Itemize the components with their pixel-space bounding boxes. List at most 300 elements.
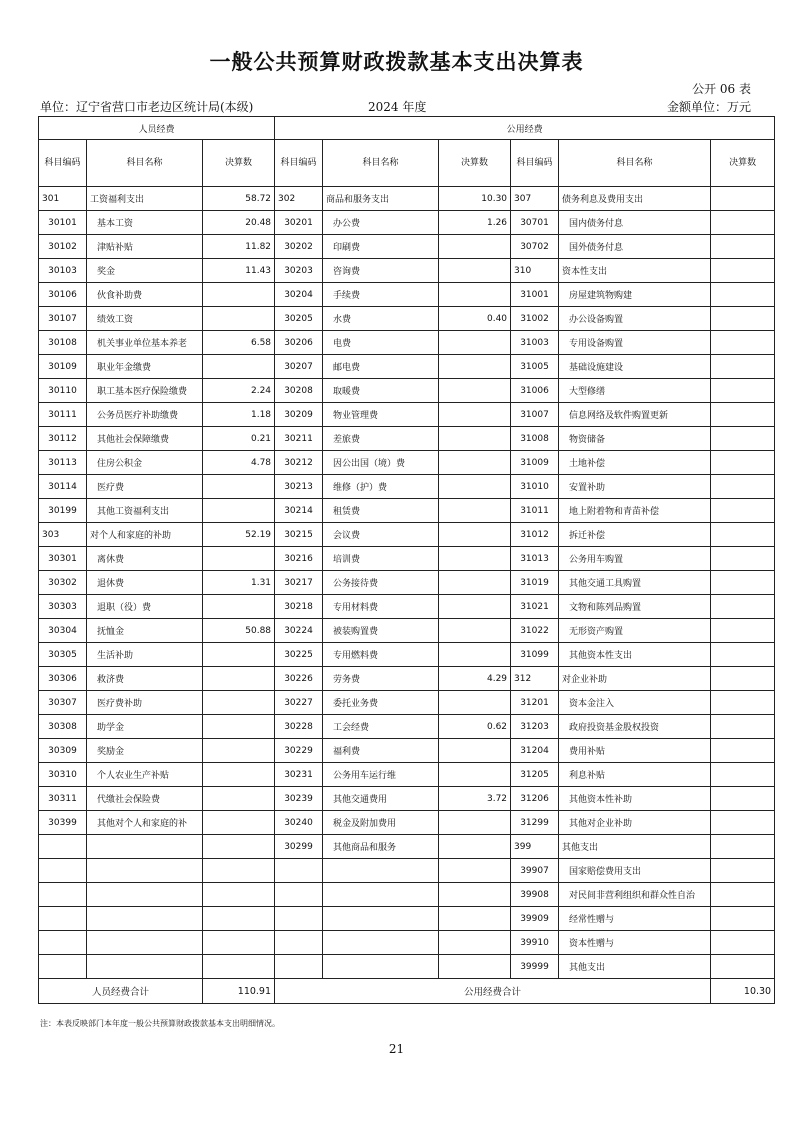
expenditure-table — [38, 116, 775, 1004]
cell-name: 公务员医疗补助缴费 — [87, 403, 203, 427]
cell-amount — [711, 859, 775, 883]
cell-name: 土地补偿 — [559, 451, 711, 475]
table-row — [39, 211, 775, 235]
cell-name: 救济费 — [87, 667, 203, 691]
personnel-total-label: 人员经费合计 — [39, 979, 203, 1004]
cell-name: 税金及附加费用 — [323, 811, 439, 835]
table-row — [39, 595, 775, 619]
cell-name: 租赁费 — [323, 499, 439, 523]
cell-amount — [203, 595, 275, 619]
cell-code: 31299 — [511, 811, 559, 835]
cell-code: 31204 — [511, 739, 559, 763]
cell-code: 30224 — [275, 619, 323, 643]
cell-amount — [711, 763, 775, 787]
personnel-total-value: 110.91 — [203, 979, 275, 1004]
cell-amount — [203, 883, 275, 907]
cell-name — [323, 883, 439, 907]
page-number: 21 — [388, 1042, 405, 1056]
cell-code — [39, 931, 87, 955]
cell-name: 伙食补助费 — [87, 283, 203, 307]
cell-name: 资本性支出 — [559, 259, 711, 283]
cell-code: 307 — [511, 187, 559, 211]
cell-code: 31002 — [511, 307, 559, 331]
cell-name: 被装购置费 — [323, 619, 439, 643]
cell-code: 30110 — [39, 379, 87, 403]
table-row — [39, 955, 775, 979]
cell-code: 30701 — [511, 211, 559, 235]
cell-code: 30106 — [39, 283, 87, 307]
cell-name — [323, 907, 439, 931]
cell-code: 31007 — [511, 403, 559, 427]
cell-code — [39, 859, 87, 883]
cell-amount — [439, 235, 511, 259]
cell-amount — [439, 475, 511, 499]
cell-code — [275, 883, 323, 907]
cell-name: 住房公积金 — [87, 451, 203, 475]
cell-name: 对民间非营利组织和群众性自治 — [559, 883, 711, 907]
cell-name: 专用材料费 — [323, 595, 439, 619]
cell-name: 地上附着物和青苗补偿 — [559, 499, 711, 523]
cell-code: 30107 — [39, 307, 87, 331]
table-row — [39, 883, 775, 907]
table-row — [39, 667, 775, 691]
cell-name: 对个人和家庭的补助 — [87, 523, 203, 547]
cell-amount — [203, 547, 275, 571]
cell-code: 31011 — [511, 499, 559, 523]
cell-code: 30111 — [39, 403, 87, 427]
table-row — [39, 691, 775, 715]
col-header-code: 科目编码 — [511, 140, 559, 187]
cell-amount — [439, 595, 511, 619]
table-row — [39, 499, 775, 523]
cell-amount — [711, 211, 775, 235]
cell-name: 会议费 — [323, 523, 439, 547]
cell-code: 31022 — [511, 619, 559, 643]
cell-amount — [439, 643, 511, 667]
cell-name: 福利费 — [323, 739, 439, 763]
cell-name: 职业年金缴费 — [87, 355, 203, 379]
totals-row — [39, 979, 775, 1004]
cell-amount — [203, 475, 275, 499]
section-public: 公用经费 — [275, 117, 775, 140]
cell-code: 39999 — [511, 955, 559, 979]
cell-name: 个人农业生产补贴 — [87, 763, 203, 787]
table-row — [39, 907, 775, 931]
table-row — [39, 523, 775, 547]
cell-amount — [439, 571, 511, 595]
cell-name: 手续费 — [323, 283, 439, 307]
cell-amount — [711, 667, 775, 691]
col-header-name: 科目名称 — [323, 140, 439, 187]
cell-amount — [439, 883, 511, 907]
table-row — [39, 619, 775, 643]
table-row — [39, 235, 775, 259]
col-header-name: 科目名称 — [87, 140, 203, 187]
cell-code — [39, 907, 87, 931]
table-row — [39, 643, 775, 667]
cell-amount — [711, 643, 775, 667]
cell-code — [275, 859, 323, 883]
cell-name: 其他资本性支出 — [559, 643, 711, 667]
cell-name: 其他工资福利支出 — [87, 499, 203, 523]
cell-name: 奖金 — [87, 259, 203, 283]
cell-amount — [203, 931, 275, 955]
cell-amount: 1.26 — [439, 211, 511, 235]
cell-name: 奖励金 — [87, 739, 203, 763]
table-row — [39, 307, 775, 331]
cell-name: 安置补助 — [559, 475, 711, 499]
cell-code — [39, 883, 87, 907]
cell-code: 301 — [39, 187, 87, 211]
cell-name: 培训费 — [323, 547, 439, 571]
cell-amount — [711, 691, 775, 715]
cell-code: 399 — [511, 835, 559, 859]
cell-name: 差旅费 — [323, 427, 439, 451]
cell-code: 30310 — [39, 763, 87, 787]
cell-name: 办公设备购置 — [559, 307, 711, 331]
cell-amount — [711, 331, 775, 355]
cell-code: 30103 — [39, 259, 87, 283]
cell-name: 房屋建筑物购建 — [559, 283, 711, 307]
cell-code: 30101 — [39, 211, 87, 235]
cell-name: 其他资本性补助 — [559, 787, 711, 811]
cell-amount — [439, 427, 511, 451]
cell-name: 大型修缮 — [559, 379, 711, 403]
table-row — [39, 355, 775, 379]
cell-amount — [439, 403, 511, 427]
cell-code: 31010 — [511, 475, 559, 499]
cell-amount — [711, 259, 775, 283]
col-header-amount: 决算数 — [439, 140, 511, 187]
cell-amount — [203, 643, 275, 667]
cell-name: 物资储备 — [559, 427, 711, 451]
table-row — [39, 403, 775, 427]
cell-amount — [711, 379, 775, 403]
cell-amount — [711, 307, 775, 331]
cell-amount — [203, 283, 275, 307]
cell-name: 水费 — [323, 307, 439, 331]
cell-code: 312 — [511, 667, 559, 691]
cell-amount — [711, 619, 775, 643]
cell-amount — [711, 499, 775, 523]
cell-code: 30304 — [39, 619, 87, 643]
table-row — [39, 715, 775, 739]
cell-code: 30307 — [39, 691, 87, 715]
cell-name: 商品和服务支出 — [323, 187, 439, 211]
cell-amount — [711, 355, 775, 379]
table-row — [39, 739, 775, 763]
cell-code: 30203 — [275, 259, 323, 283]
cell-code: 31008 — [511, 427, 559, 451]
cell-amount — [711, 931, 775, 955]
cell-amount — [203, 667, 275, 691]
cell-name: 印刷费 — [323, 235, 439, 259]
cell-code: 39908 — [511, 883, 559, 907]
cell-name: 公务接待费 — [323, 571, 439, 595]
cell-name: 政府投资基金股权投资 — [559, 715, 711, 739]
table-row — [39, 571, 775, 595]
cell-amount — [711, 403, 775, 427]
cell-code: 39907 — [511, 859, 559, 883]
cell-amount — [711, 787, 775, 811]
cell-code: 30215 — [275, 523, 323, 547]
cell-amount — [203, 835, 275, 859]
cell-name: 因公出国（境）费 — [323, 451, 439, 475]
cell-amount — [439, 283, 511, 307]
cell-amount — [203, 955, 275, 979]
cell-code: 30702 — [511, 235, 559, 259]
cell-amount — [439, 331, 511, 355]
cell-amount — [439, 931, 511, 955]
table-row — [39, 811, 775, 835]
cell-amount — [439, 451, 511, 475]
cell-name: 公务用车运行维 — [323, 763, 439, 787]
cell-name: 国内债务付息 — [559, 211, 711, 235]
cell-code: 302 — [275, 187, 323, 211]
cell-amount: 52.19 — [203, 523, 275, 547]
cell-amount — [203, 787, 275, 811]
cell-amount: 0.62 — [439, 715, 511, 739]
cell-amount: 6.58 — [203, 331, 275, 355]
cell-name: 利息补贴 — [559, 763, 711, 787]
col-header-name: 科目名称 — [559, 140, 711, 187]
cell-name — [87, 883, 203, 907]
cell-amount — [203, 691, 275, 715]
cell-name: 资本性赠与 — [559, 931, 711, 955]
cell-name: 机关事业单位基本养老 — [87, 331, 203, 355]
cell-code: 30218 — [275, 595, 323, 619]
cell-amount — [711, 523, 775, 547]
cell-code: 303 — [39, 523, 87, 547]
cell-name: 助学金 — [87, 715, 203, 739]
cell-name — [323, 859, 439, 883]
cell-code: 31203 — [511, 715, 559, 739]
cell-name: 退休费 — [87, 571, 203, 595]
cell-code: 30302 — [39, 571, 87, 595]
public-total-value: 10.30 — [711, 979, 775, 1004]
cell-name: 拆迁补偿 — [559, 523, 711, 547]
cell-code: 31003 — [511, 331, 559, 355]
cell-code: 30228 — [275, 715, 323, 739]
cell-amount — [711, 955, 775, 979]
cell-amount — [711, 835, 775, 859]
cell-amount — [711, 811, 775, 835]
cell-name: 津贴补贴 — [87, 235, 203, 259]
cell-name: 债务利息及费用支出 — [559, 187, 711, 211]
cell-code: 30112 — [39, 427, 87, 451]
cell-name: 生活补助 — [87, 643, 203, 667]
cell-name: 其他社会保障缴费 — [87, 427, 203, 451]
cell-amount — [439, 907, 511, 931]
cell-code: 30109 — [39, 355, 87, 379]
cell-name: 文物和陈列品购置 — [559, 595, 711, 619]
cell-amount — [439, 691, 511, 715]
cell-name: 信息网络及软件购置更新 — [559, 403, 711, 427]
cell-code: 30208 — [275, 379, 323, 403]
cell-code: 39910 — [511, 931, 559, 955]
cell-name: 资本金注入 — [559, 691, 711, 715]
cell-code: 30209 — [275, 403, 323, 427]
cell-name — [87, 859, 203, 883]
cell-code: 30229 — [275, 739, 323, 763]
cell-code: 30240 — [275, 811, 323, 835]
cell-name: 物业管理费 — [323, 403, 439, 427]
report-year: 2024 年度 — [368, 100, 427, 114]
cell-amount: 20.48 — [203, 211, 275, 235]
cell-code: 30299 — [275, 835, 323, 859]
cell-amount — [203, 715, 275, 739]
cell-code: 31001 — [511, 283, 559, 307]
cell-amount: 50.88 — [203, 619, 275, 643]
cell-amount: 0.40 — [439, 307, 511, 331]
table-row — [39, 427, 775, 451]
cell-code: 30213 — [275, 475, 323, 499]
cell-name — [87, 931, 203, 955]
cell-name: 职工基本医疗保险缴费 — [87, 379, 203, 403]
cell-amount: 2.24 — [203, 379, 275, 403]
cell-code: 30306 — [39, 667, 87, 691]
cell-name: 维修（护）费 — [323, 475, 439, 499]
cell-code: 30102 — [39, 235, 87, 259]
cell-code: 30108 — [39, 331, 87, 355]
cell-name: 其他交通费用 — [323, 787, 439, 811]
cell-code: 30308 — [39, 715, 87, 739]
table-row — [39, 547, 775, 571]
cell-name: 医疗费 — [87, 475, 203, 499]
table-row — [39, 859, 775, 883]
cell-code: 31005 — [511, 355, 559, 379]
cell-code: 31099 — [511, 643, 559, 667]
cell-code: 31019 — [511, 571, 559, 595]
cell-amount — [711, 235, 775, 259]
cell-name: 代缴社会保险费 — [87, 787, 203, 811]
cell-code: 30303 — [39, 595, 87, 619]
cell-amount — [711, 571, 775, 595]
cell-name: 其他支出 — [559, 835, 711, 859]
cell-name: 其他交通工具购置 — [559, 571, 711, 595]
cell-name: 国家赔偿费用支出 — [559, 859, 711, 883]
cell-amount — [203, 859, 275, 883]
cell-name: 办公费 — [323, 211, 439, 235]
reporting-unit: 单位：辽宁省营口市老边区统计局(本级) — [40, 100, 254, 114]
cell-amount — [439, 355, 511, 379]
table-row — [39, 283, 775, 307]
table-row — [39, 187, 775, 211]
cell-name — [87, 907, 203, 931]
cell-amount — [711, 907, 775, 931]
col-header-amount: 决算数 — [203, 140, 275, 187]
cell-code: 30231 — [275, 763, 323, 787]
table-row — [39, 331, 775, 355]
cell-name: 工资福利支出 — [87, 187, 203, 211]
cell-amount — [203, 907, 275, 931]
cell-amount: 10.30 — [439, 187, 511, 211]
cell-name: 公务用车购置 — [559, 547, 711, 571]
cell-amount — [203, 811, 275, 835]
cell-name: 委托业务费 — [323, 691, 439, 715]
cell-name: 咨询费 — [323, 259, 439, 283]
cell-code: 30204 — [275, 283, 323, 307]
cell-amount — [711, 883, 775, 907]
cell-amount — [439, 547, 511, 571]
cell-code — [275, 931, 323, 955]
cell-code: 30311 — [39, 787, 87, 811]
section-header-row — [39, 117, 775, 140]
table-row — [39, 475, 775, 499]
cell-amount: 58.72 — [203, 187, 275, 211]
cell-amount — [711, 187, 775, 211]
cell-amount: 1.31 — [203, 571, 275, 595]
cell-code: 31012 — [511, 523, 559, 547]
cell-amount — [203, 499, 275, 523]
cell-code: 30212 — [275, 451, 323, 475]
cell-amount — [439, 379, 511, 403]
cell-code: 31006 — [511, 379, 559, 403]
cell-amount — [439, 523, 511, 547]
cell-code: 30206 — [275, 331, 323, 355]
cell-code: 31201 — [511, 691, 559, 715]
cell-code — [275, 907, 323, 931]
cell-code: 30399 — [39, 811, 87, 835]
table-row — [39, 259, 775, 283]
cell-amount — [439, 763, 511, 787]
cell-name — [323, 955, 439, 979]
cell-name: 对企业补助 — [559, 667, 711, 691]
cell-amount — [439, 835, 511, 859]
cell-code: 31205 — [511, 763, 559, 787]
table-row — [39, 931, 775, 955]
cell-amount: 1.18 — [203, 403, 275, 427]
cell-amount: 4.78 — [203, 451, 275, 475]
cell-name: 经常性赠与 — [559, 907, 711, 931]
cell-name: 抚恤金 — [87, 619, 203, 643]
table-row — [39, 379, 775, 403]
cell-code: 30301 — [39, 547, 87, 571]
cell-name: 邮电费 — [323, 355, 439, 379]
cell-code: 30305 — [39, 643, 87, 667]
cell-code: 30239 — [275, 787, 323, 811]
cell-code: 31009 — [511, 451, 559, 475]
cell-name: 电费 — [323, 331, 439, 355]
cell-code: 30216 — [275, 547, 323, 571]
section-personnel: 人员经费 — [39, 117, 275, 140]
cell-code: 30113 — [39, 451, 87, 475]
cell-amount — [439, 859, 511, 883]
cell-name: 绩效工资 — [87, 307, 203, 331]
cell-name: 其他支出 — [559, 955, 711, 979]
cell-amount — [439, 499, 511, 523]
cell-name: 费用补贴 — [559, 739, 711, 763]
col-header-code: 科目编码 — [39, 140, 87, 187]
cell-amount: 0.21 — [203, 427, 275, 451]
cell-code: 30227 — [275, 691, 323, 715]
cell-code: 30205 — [275, 307, 323, 331]
page-title: 一般公共预算财政拨款基本支出决算表 — [209, 49, 584, 74]
cell-code: 31013 — [511, 547, 559, 571]
cell-name: 专用设备购置 — [559, 331, 711, 355]
cell-name: 基础设施建设 — [559, 355, 711, 379]
table-row — [39, 787, 775, 811]
cell-code: 30199 — [39, 499, 87, 523]
cell-amount — [203, 763, 275, 787]
cell-code: 30202 — [275, 235, 323, 259]
cell-name: 其他对个人和家庭的补 — [87, 811, 203, 835]
cell-code: 31021 — [511, 595, 559, 619]
cell-name: 退职（役）费 — [87, 595, 203, 619]
cell-code: 30226 — [275, 667, 323, 691]
cell-code: 30217 — [275, 571, 323, 595]
cell-name: 专用燃料费 — [323, 643, 439, 667]
